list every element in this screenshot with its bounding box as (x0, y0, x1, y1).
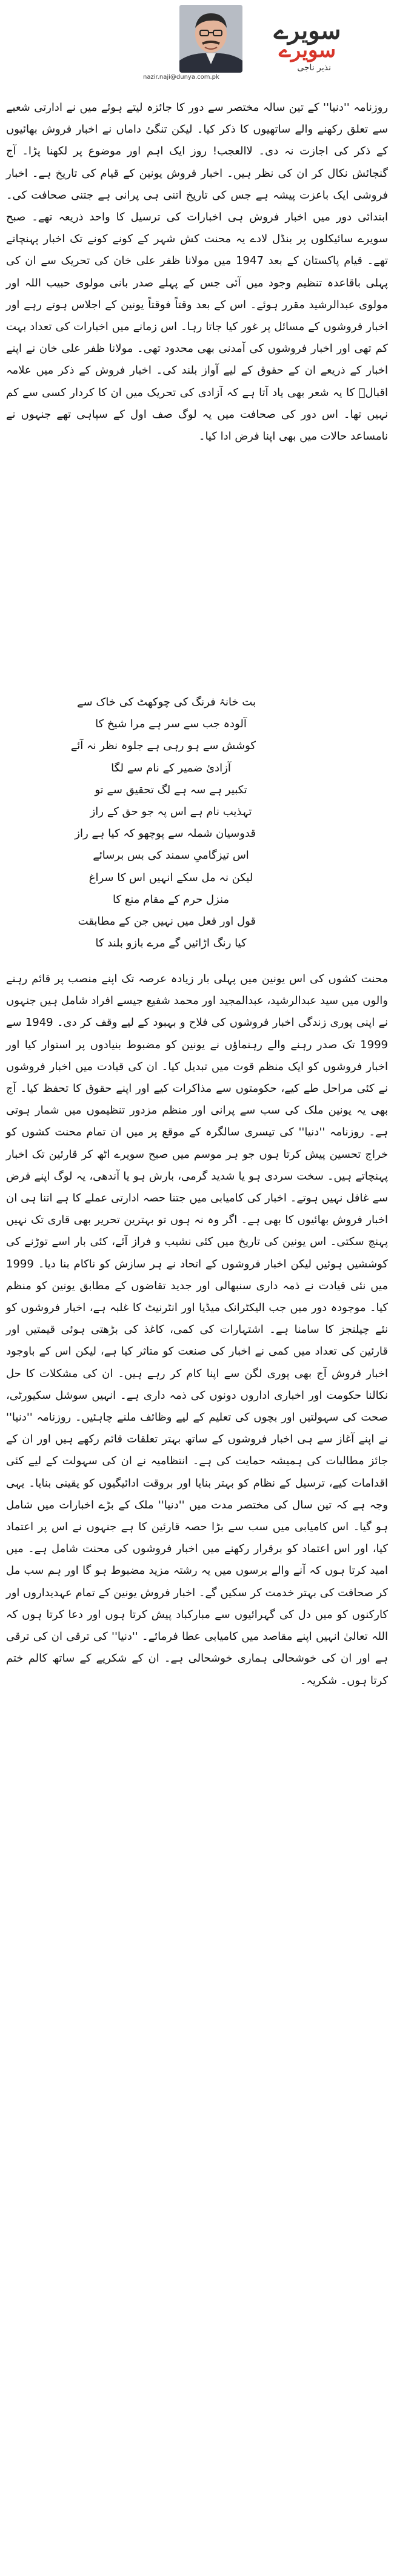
poem-line: کیا رنگ اڑائیں گے مرے بازو بلند کا (95, 937, 247, 950)
poem-line: کوشش سے ہو رہی ہے جلوہ نظر نہ آئے (70, 739, 256, 753)
poem-line: بت خانۂ فرنگ کی چوکھٹ کی خاک سے (76, 696, 256, 708)
column-logo (268, 18, 347, 61)
article-body-continued (6, 957, 388, 1703)
poem-line: اس تیزگامیِ سمند کی بس برسائے (93, 849, 249, 862)
poem-line: تہذیب نام ہے اس پہ جو حق کے راز (90, 805, 252, 819)
poem-line: تکبیر ہے سہ ہے لگ تحقیق سے تو (95, 783, 247, 796)
article-paragraph-1: روزنامہ ''دنیا'' کے تین سالہ مختصر سے دور کا جائزہ لیتے ہوئے میں نے ادارتی شعبے سے تعلق رکھنے والے ساتھیوں کا ذکر کیا۔ لیکن تنگیٔ داماں نے اخبار فروش بھائیوں کے ذکر کی اجازت نہ دی۔ لاالعجب! روز ایک اہم اور موضوع پر لکھنا پڑا۔ آج گنجائش نکال کر ان کی نظر ہیں۔ اخبار فروش یونین کے قیام کی تاریخ ہے۔ اخبار فروشی ایک باعزت پیشہ ہے جس کی تاریخ اتنی ہی پرانی ہے جتنی صحافت کی۔ ابتدائی دور میں اخبار فروش ہی اخبارات کی ترسیل کا واحد ذریعہ تھے۔ صبح سویرے سائیکلوں پر بنڈل لادے یہ محنت کش شہر کے کونے کونے تک اخبار پہنچاتے تھے۔ قیام پاکستان کے بعد 1947 میں مولانا ظفر علی خان کی تحریک سے ان کی پہلی باقاعدہ تنظیم وجود میں آئی جس کے پہلے صدر بانی مولوی حبیب اللہ اور مولوی عبدالرشید مقرر ہوئے۔ اس کے بعد وقتاً فوقتاً یونین کے اجلاس ہوتے رہے اور اخبار فروشوں کے مسائل پر غور کیا جاتا رہا۔ اس زمانے میں اخبارات کی تعداد بہت کم تھی اور اخبار فروشوں کی آمدنی بھی محدود تھی۔ مولانا ظفر علی خان نے اپنے اخبار کے ذریعے ان کے حقوق کے لیے آواز بلند کی۔ اخبار فروش کے ذکر میں علامہ اقبالؒ کا یہ شعر بھی یاد آتا ہے کہ آزادی کی تحریک میں ان کا کردار کسی سے کم نہیں تھا۔ اس دور کی صحافت میں یہ لوگ صف اول کے سپاہی تھے جنہوں نے نامساعد حالات میں بھی اپنا فرض ادا کیا۔ (6, 101, 389, 443)
poem-line: قدوسیان شملہ سے پوچھو کہ کیا ہے راز (75, 827, 256, 841)
logo-line-2: سویرے (278, 38, 336, 62)
author-portrait-icon (179, 5, 242, 73)
article-paragraph-2: محنت کشوں کی اس یونین میں پہلی بار زیادہ عرصہ تک اپنے منصب پر قائم رہنے والوں میں سید عبدالرشید، عبدالمجید اور محمد شفیع جیسے افراد شامل ہیں جنہوں نے اپنی پوری زندگی اخبار فروشوں کی فلاح و بہبود کے لیے وقف کر دی۔ 1949 سے 1999 تک صدر رہنے والے رہنماؤں نے یونین کو مضبوط بنیادوں پر استوار کیا اور اخبار فروشوں کو ایک منظم قوت میں تبدیل کیا۔ ان کی قیادت میں اخبار فروشوں نے کئی مراحل طے کیے، حکومتوں سے مذاکرات کیے اور اپنے حقوق کا تحفظ کیا۔ آج بھی یہ یونین ملک کی سب سے پرانی اور منظم مزدور تنظیموں میں شمار ہوتی ہے۔ روزنامہ ''دنیا'' کی تیسری سالگرہ کے موقع پر میں ان تمام محنت کشوں کو خراج تحسین پیش کرتا ہوں جو ہر موسم میں صبح سویرے اٹھ کر قارئین تک اخبار پہنچاتے ہیں۔ سخت سردی ہو یا شدید گرمی، بارش ہو یا آندھی، یہ لوگ اپنے فرض سے غافل نہیں ہوتے۔ اخبار کی کامیابی میں جتنا حصہ ادارتی عملے کا ہے اتنا ہی ان اخبار فروش بھائیوں کا بھی ہے۔ اگر وہ نہ ہوں تو بہترین تحریر بھی قاری تک نہیں پہنچ سکتی۔ اس یونین کی تاریخ میں کئی نشیب و فراز آئے، کئی بار اسے توڑنے کی کوششیں ہوئیں لیکن اخبار فروشوں کے اتحاد نے ہر سازش کو ناکام بنا دیا۔ 1999 میں نئی قیادت نے ذمہ داری سنبھالی اور جدید تقاضوں کے مطابق یونین کو منظم کیا۔ موجودہ دور میں جب الیکٹرانک میڈیا اور انٹرنیٹ کا غلبہ ہے، اخبار فروشوں کو نئے چیلنجز کا سامنا ہے۔ اشتہارات کی کمی، کاغذ کی بڑھتی ہوئی قیمتیں اور قارئین کی تعداد میں کمی نے اخبار کی صنعت کو متاثر کیا ہے، لیکن اس کے باوجود اخبار فروش آج بھی پوری لگن سے اپنا کام کر رہے ہیں۔ ان کی مشکلات کا حل نکالنا حکومت اور اخباری اداروں دونوں کی ذمہ داری ہے۔ انہیں سوشل سکیورٹی، صحت کی سہولتیں اور بچوں کی تعلیم کے لیے وظائف ملنے چاہئیں۔ روزنامہ ''دنیا'' نے اپنے آغاز سے ہی اخبار فروشوں کے ساتھ بہتر تعلقات قائم رکھے ہیں اور ان کے جائز مطالبات کی ہمیشہ حمایت کی ہے۔ انتظامیہ نے ان کی سہولت کے لیے کئی اقدامات کیے، ترسیل کے نظام کو بہتر بنایا اور بروقت ادائیگیوں کو یقینی بنایا۔ یہی وجہ ہے کہ تین سال کی مختصر مدت میں ''دنیا'' ملک کے بڑے اخبارات میں شامل ہو گیا۔ اس کامیابی میں سب سے بڑا حصہ قارئین کا ہے جنہوں نے اس پر اعتماد کیا، اور اس اعتماد کو برقرار رکھنے میں اخبار فروشوں کی محنت شامل ہے۔ میں امید کرتا ہوں کہ آنے والے برسوں میں یہ رشتہ مزید مضبوط ہو گا اور ہم سب مل کر صحافت کی بہتر خدمت کر سکیں گے۔ اخبار فروش یونین کے تمام عہدیداروں اور کارکنوں کو میں دل کی گہرائیوں سے مبارکباد پیش کرتا ہوں اور دعا کرتا ہوں کہ اللہ تعالیٰ انہیں اپنے مقاصد میں کامیابی عطا فرمائے۔ ''دنیا'' کی ترقی ان کی ترقی ہے اور ان کی خوشحالی ہماری خوشحالی ہے۔ ان کے شکریے کے ساتھ کالم ختم کرتا ہوں۔ شکریہ۔ (6, 973, 389, 1687)
author-name: نذیر ناجی (297, 63, 331, 73)
poem-line: آلودہ جب سے سر ہے مرا شیخ کا (95, 718, 247, 731)
poem-line: آزادیٔ ضمیر کے نام سے لگا (111, 761, 231, 774)
logo-line-1: سویرے (273, 16, 341, 45)
article-body (6, 97, 388, 447)
column-header (0, 5, 394, 81)
poem-line: منزل حرم کے مقام منع کا (112, 893, 230, 906)
author-photo (179, 5, 242, 73)
poem-block (70, 692, 256, 954)
poem-line: قول اور فعل میں نہیں جن کے مطابقت (78, 915, 256, 928)
author-email[interactable]: nazir.naji@dunya.com.pk (143, 74, 219, 81)
poem-line: لیکن نہ مل سکے انہیں اس کا سراغ (88, 871, 253, 884)
